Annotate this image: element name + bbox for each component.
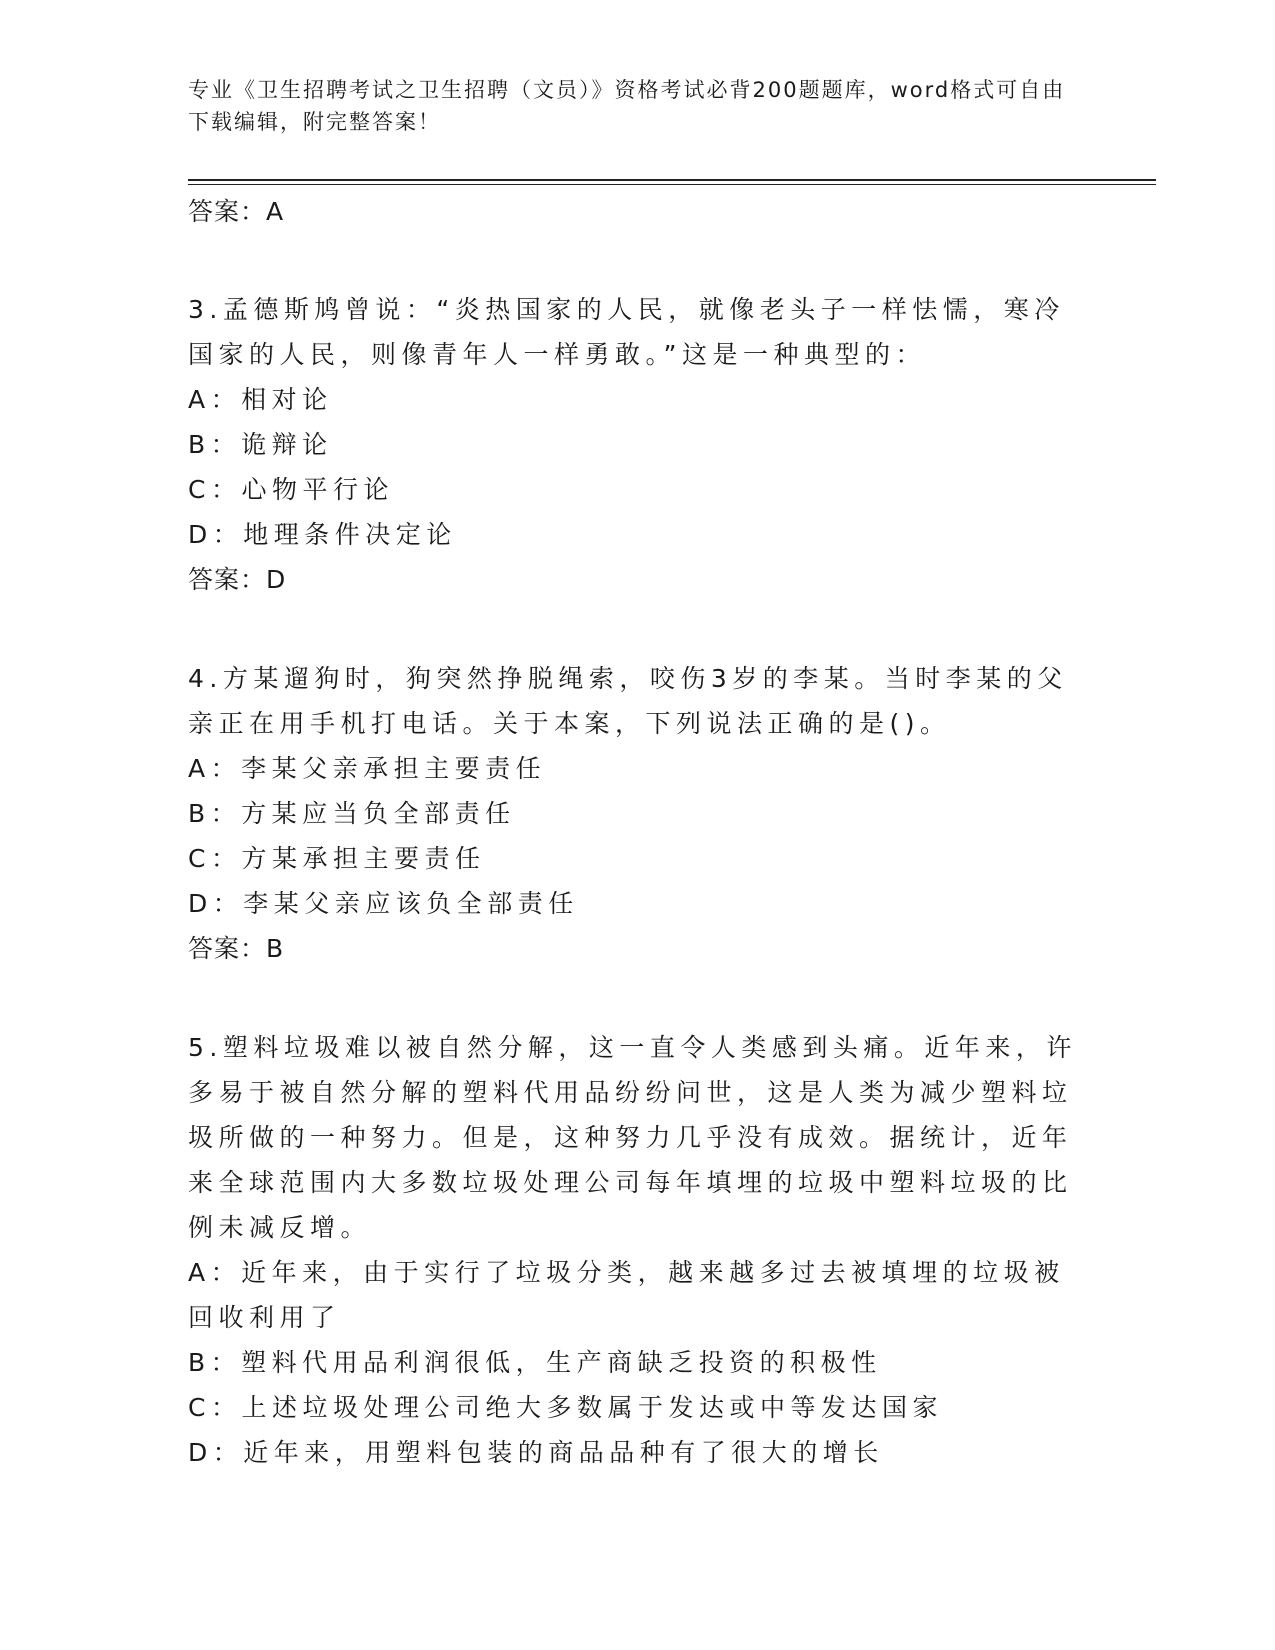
question-stem: 5.塑料垃圾难以被自然分解，这一直令人类感到头痛。近年来，许多易于被自然分解的塑料代用品纷纷问世，这是人类为减少塑料垃圾所做的一种努力。但是，这种努力几乎没有成效。据统计，近年来全球范围内大多数垃圾处理公司每年填埋的垃圾中塑料垃圾的比例未减反增。 bbox=[188, 1033, 1077, 1242]
document-intro: 专业《卫生招聘考试之卫生招聘（文员）》资格考试必背200题题库，word格式可自由下载编辑，附完整答案！ bbox=[188, 78, 1066, 134]
header-divider-thin bbox=[188, 184, 1156, 185]
option-b: B：方某应当负全部责任 bbox=[188, 799, 516, 828]
header-divider bbox=[188, 179, 1156, 181]
question-5 bbox=[188, 1025, 1088, 1475]
option-c: C：方某承担主要责任 bbox=[188, 844, 486, 873]
option-a: A：李某父亲承担主要责任 bbox=[188, 754, 547, 783]
question-3 bbox=[188, 287, 1088, 603]
option-a: A：相对论 bbox=[188, 385, 333, 414]
option-b: B：诡辩论 bbox=[188, 430, 333, 459]
option-b: B：塑料代用品利润很低，生产商缺乏投资的积极性 bbox=[188, 1348, 882, 1377]
previous-question-answer: 答案：A bbox=[188, 197, 285, 226]
question-answer: 答案：D bbox=[188, 565, 287, 594]
question-4 bbox=[188, 656, 1088, 972]
option-c: C：心物平行论 bbox=[188, 475, 394, 504]
question-stem: 3.孟德斯鸠曾说：“炎热国家的人民，就像老头子一样怯懦，寒冷国家的人民，则像青年人一样勇敢。”这是一种典型的： bbox=[188, 295, 1065, 369]
option-c: C：上述垃圾处理公司绝大多数属于发达或中等发达国家 bbox=[188, 1393, 943, 1422]
option-d: D：李某父亲应该负全部责任 bbox=[188, 889, 579, 918]
question-stem: 4.方某遛狗时，狗突然挣脱绳索，咬伤3岁的李某。当时李某的父亲正在用手机打电话。关于本案，下列说法正确的是()。 bbox=[188, 664, 1068, 738]
option-d: D：地理条件决定论 bbox=[188, 520, 457, 549]
question-list bbox=[188, 190, 1088, 1475]
option-a: A：近年来，由于实行了垃圾分类，越来越多过去被填埋的垃圾被回收利用了 bbox=[188, 1258, 1065, 1332]
question-answer: 答案：B bbox=[188, 934, 285, 963]
option-d: D：近年来，用塑料包装的商品品种有了很大的增长 bbox=[188, 1438, 884, 1467]
